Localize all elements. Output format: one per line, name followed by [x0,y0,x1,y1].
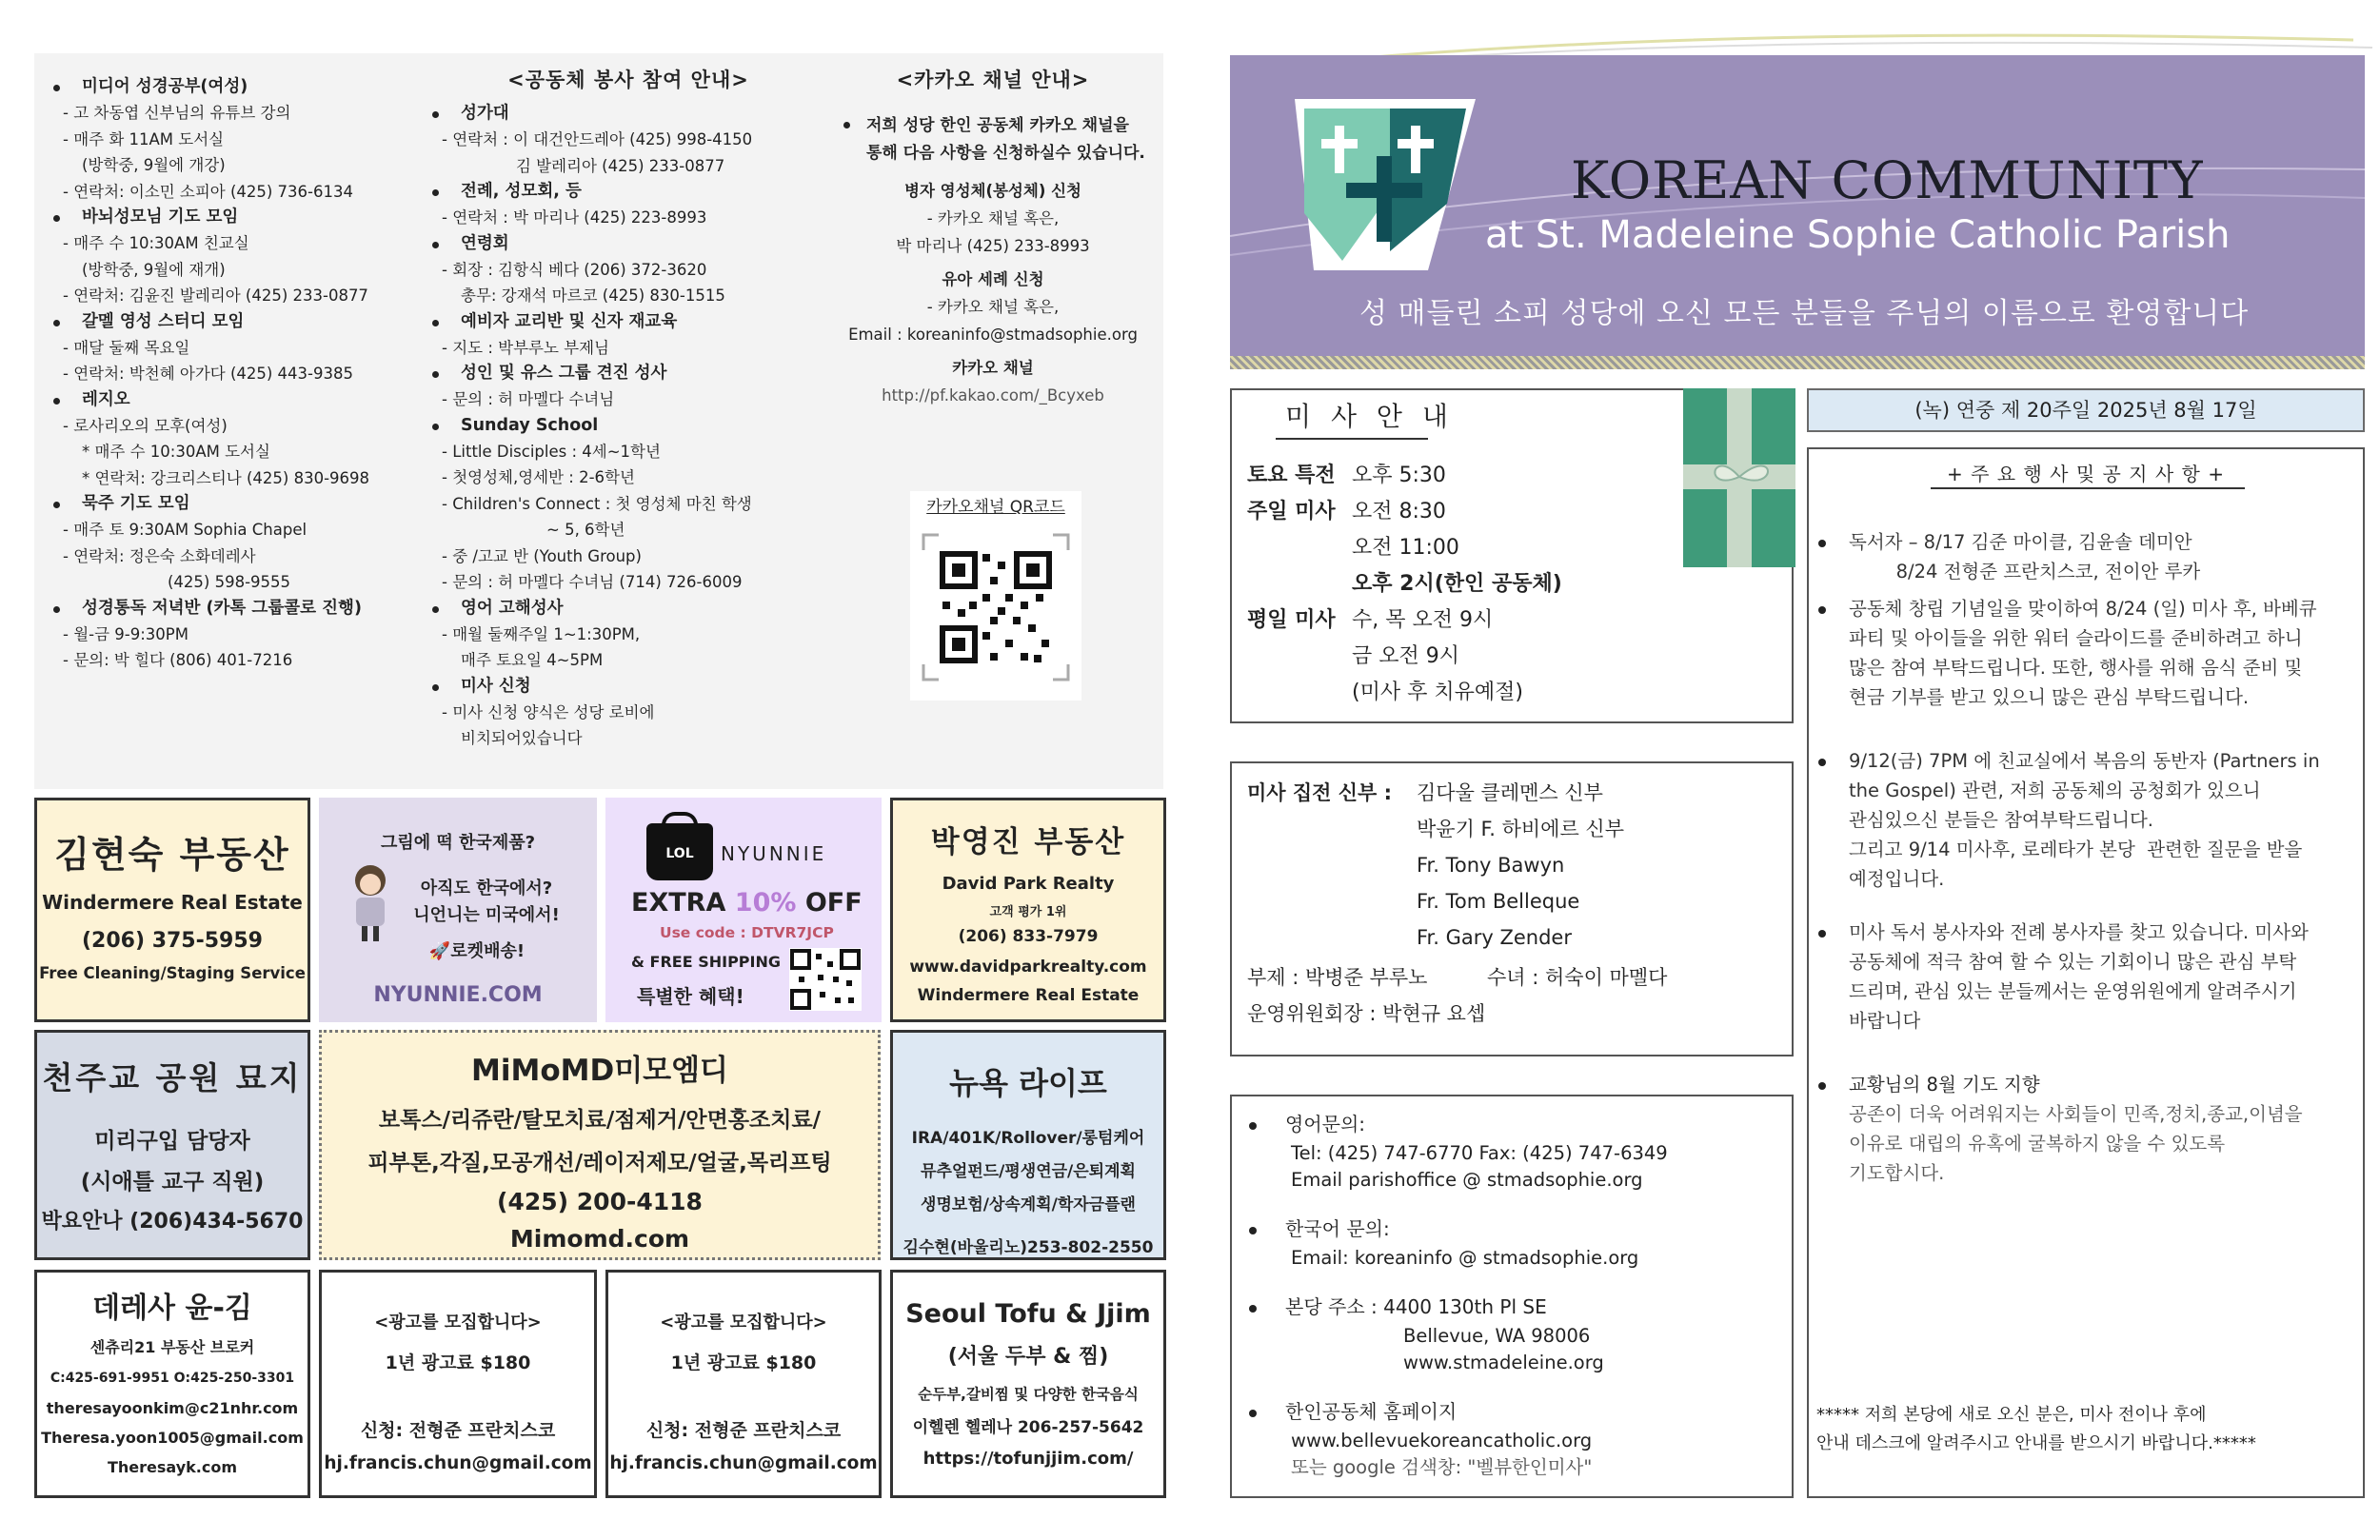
mass-row-time: 오전 8:30 [1352,500,1446,523]
notice-line: 그리고 9/14 미사후, 로레타가 본당 관련한 질문을 받을 [1849,839,2303,860]
service-column [415,53,834,752]
notice-line: 이유로 대립의 유혹에 굴복하지 않을 수 있도록 [1849,1133,2226,1155]
notice-line: the Gospel) 관련, 저희 공동체의 공청회가 있으니 [1849,780,2261,801]
info-line: - 매주 화 11AM 도서실 [63,129,225,148]
cross-heart-logo-icon [1285,80,1495,289]
kakao-block [823,266,1163,348]
shopping-bag-icon: LOL [646,823,713,880]
section-heading: 갈멜 영성 스터디 모임 [44,309,425,335]
section-heading: 영어 고해성사 [423,596,834,622]
ad-teresa-realty: 데레사 윤-김 센츄리21 부동산 브로커 C:425-691-9951 O:425-250-3301 theresayoonkim@c21nhr.com Theresa.yoon1005@gmail.com Theresayk.com [34,1270,310,1498]
section-heading: 미디어 성경공부(여성) [44,74,425,100]
notice-line: 공존이 더욱 어려워지는 사회들이 민족,정치,종교,이념을 [1849,1103,2303,1125]
mass-schedule-box [1230,388,1794,723]
kakao-block-head: 병자 영성체(봉성체) 신청 [904,182,1081,200]
clergy-label: 미사 집전 신부 : [1247,781,1393,804]
contact-box [1230,1095,1794,1498]
notices-footer: ***** 저희 본당에 새로 오신 분은, 미사 전이나 후에 안내 데스크에 알려주시고 안내를 받으시기 바랍니다.***** [1816,1405,2256,1453]
ad-newyork-life: 뉴욕 라이프 IRA/401K/Rollover/롱텀케어 뮤추얼펀드/평생연금/은퇴계획 생명보험/상속계획/학자금플랜 김수현(바울리노)253-802-2550 [890,1030,1166,1260]
notice-line: 바랍니다 [1849,1010,1921,1032]
notice-line: 공동체 창립 기념일을 맞이하여 8/24 (일) 미사 후, 바베큐 [1849,598,2317,620]
mass-row-time: 오후 2시(한인 공동체) [1352,572,1562,596]
bullet-dot [1249,1305,1257,1313]
notice-line: 많은 참여 부탁드립니다. 또한, 행사를 위해 음식 준비 및 [1849,657,2303,679]
sister: 수녀 : 허숙이 마멜다 [1487,966,1668,989]
left-info-panel [34,53,1163,789]
mass-row-label: 평일 미사 [1247,608,1336,632]
deacon: 부제 : 박병준 부루노 [1247,966,1428,989]
section-heading: 성가대 [423,101,834,127]
notice-line: 예정입니다. [1849,868,1945,890]
section-heading: 미사 신청 [423,674,834,700]
section-heading: 연령회 [423,231,834,257]
priest-name: Fr. Tony Bawyn [1417,854,1565,877]
gift-ribbon-icon [1683,388,1795,567]
kakao-block-head: 유아 세례 신청 [942,270,1044,288]
info-line: - 월-금 9-9:30PM [63,624,188,643]
info-line: - 매주 수 10:30AM 친교실 [63,234,249,252]
ad-recruit-2: <광고를 모집합니다> 1년 광고료 $180 신청: 전형준 프란치스코 hj.francis.chun@gmail.com [605,1270,882,1498]
ad-nyunnie-2: LOL NYUNNIE EXTRA 10% OFF Use code : DTVR7JCP & FREE SHIPPING 특별한 혜택! [605,798,882,1022]
info-line: ~ 5, 6학년 [546,521,625,539]
notices-title: + 주 요 행 사 및 공 지 사 항 + [1947,463,2225,485]
section-heading: 전례, 성모회, 등 [423,179,834,205]
bullet-dot [1249,1122,1257,1130]
mass-row-time: 금 오전 9시 [1352,644,1459,668]
kakao-block-line: http://pf.kakao.com/_Bcyxeb [882,386,1104,405]
kakao-block-line: Email : koreaninfo@stmadsophie.org [848,326,1138,344]
ad-cemetery: 천주교 공원 묘지 미리구입 담당자 (시애틀 교구 직원) 박요안나 (206)434-5670 [34,1030,310,1260]
bullet-dot [1249,1410,1257,1417]
priest-name: Fr. Gary Zender [1417,926,1572,949]
info-line: - 지도 : 박부루노 부제님 [442,338,609,357]
kakao-block-head: 카카오 채널 [952,359,1034,377]
bullet-dot [1818,930,1826,938]
contact-line: Tel: (425) 747-6770 Fax: (425) 747-6349 [1291,1142,1668,1164]
info-line: - 미사 신청 양식은 성당 로비에 [442,702,655,721]
info-line: - 문의 : 허 마멜다 수녀님 (714) 726-6009 [442,573,743,591]
info-line: - 중 /고교 반 (Youth Group) [442,546,642,565]
info-line: - 매주 토 9:30AM Sophia Chapel [63,521,307,539]
info-line: - 연락처: 박천혜 아가다 (425) 443-9385 [63,365,353,383]
ad-kim-realty: 김현숙 부동산 Windermere Real Estate (206) 375-5959 Free Cleaning/Staging Service [34,798,310,1022]
notice-item [1849,527,2200,586]
kakao-block [823,177,1163,260]
header-banner [1230,55,2365,356]
info-line: - 회장 : 김항식 베다 (206) 372-3620 [442,260,707,279]
bullet-dot [1818,759,1826,766]
qr-code-icon [910,522,1081,693]
notice-line: 독서자 – 8/17 김준 마이클, 김윤솔 데미안 [1849,531,2192,553]
info-line: - Little Disciples : 4세~1학년 [442,442,661,461]
info-line: 매주 토요일 4~5PM [461,651,604,669]
mass-row-time: 오후 5:30 [1352,464,1446,487]
info-line: - 문의 : 허 마멜다 수녀님 [442,390,615,408]
kakao-block [823,354,1163,409]
kakao-block-line: - 카카오 채널 혹은, [926,209,1060,227]
notice-item [1849,918,2309,1036]
notice-line: 8/24 전형준 프란치스코, 전이안 루카 [1849,561,2201,582]
section-heading: 성인 및 유스 그룹 견진 성사 [423,361,834,386]
priest-name: Fr. Tom Belleque [1417,890,1580,913]
date-box: (녹) 연중 제 20주일 2025년 8월 17일 [1807,388,2365,432]
banner-subtitle: at St. Madeleine Sophie Catholic Parish [1485,213,2231,257]
info-line: - 매달 둘째 목요일 [63,338,190,357]
bullet-dot [1818,606,1826,614]
kakao-block-line: 박 마리나 (425) 233-8993 [896,237,1090,255]
contact-line: Bellevue, WA 98006 [1403,1325,1591,1347]
info-line: - 고 차동엽 신부님의 유튜브 강의 [63,104,291,122]
banner-title: KOREAN COMMUNITY [1571,150,2204,210]
contact-line: 또는 google 검색창: "벨뷰한인미사" [1291,1456,1593,1478]
info-line: (방학중, 9월에 재개) [82,260,226,279]
contact-head: 영어문의: [1285,1113,1366,1135]
notice-line: 공동체에 적극 참여 할 수 있는 기회이니 많은 관심 부탁 [1849,951,2297,973]
contact-line: www.stmadeleine.org [1403,1352,1604,1373]
nyunnie-qr-icon [789,948,862,1011]
info-line: - 연락처: 이소민 소피아 (425) 736-6134 [63,182,353,201]
banner-welcome: 성 매들린 소피 성당에 오신 모든 분들을 주님의 이름으로 환영합니다 [1359,297,2250,330]
info-line: 총무: 강재석 마르코 (425) 830-1515 [461,286,725,305]
mass-row-time: 오전 11:00 [1352,536,1459,560]
info-line: - 연락처: 정은숙 소화데레사 [63,546,256,565]
contact-line: Email: koreaninfo @ stmadsophie.org [1291,1247,1639,1269]
priest-name: 김다울 클레멘스 신부 [1417,781,1603,804]
notices-box [1807,447,2365,1498]
contact-head: 본당 주소 : 4400 130th Pl SE [1285,1295,1547,1318]
notice-line: 현금 기부를 받고 있으니 많은 관심 부탁드립니다. [1849,686,2250,708]
ad-nyunnie-1: 그림에 떡 한국제품? 아직도 한국에서? 니언니는 미국에서! 🚀로켓배송! NYUNNIE.COM [319,798,597,1022]
section-heading: 바뇌성모님 기도 모임 [44,205,425,230]
section-heading: 예비자 교리반 및 신자 재교육 [423,309,834,335]
ad-park-realty: 박영진 부동산 David Park Realty 고객 평가 1위 (206) 833-7979 www.davidparkrealty.com Windermere Real Estate [890,798,1166,1022]
section-heading: 묵주 기도 모임 [44,491,425,517]
info-line: - Children's Connect : 첫 영성체 마친 학생 [442,494,752,513]
notice-line: 교황님의 8월 기도 지향 [1849,1074,2040,1096]
contact-line: Email parishoffice @ stmadsophie.org [1291,1169,1643,1191]
banner-border-strip [1230,356,2365,369]
notice-line: 관심있으신 분들은 참여부탁드립니다. [1849,809,2153,831]
notice-item [1849,746,2320,894]
mass-title: 미 사 안 내 [1285,401,1454,432]
ad-recruit-1: <광고를 모집합니다> 1년 광고료 $180 신청: 전형준 프란치스코 hj.francis.chun@gmail.com [319,1270,597,1498]
kakao-column [823,53,1163,517]
mass-row-time: 수, 목 오전 9시 [1352,608,1494,632]
section-heading: 레지오 [44,387,425,413]
mass-row-label: 토요 특전 [1247,464,1336,487]
kakao-title: <카카오 채널 안내> [896,69,1090,91]
info-line: - 연락처 : 박 마리나 (425) 223-8993 [442,208,707,227]
notice-line: 기도합시다. [1849,1162,1945,1184]
info-line: - 연락처 : 이 대건안드레아 (425) 998-4150 [442,130,753,148]
kakao-qr-block [910,491,1081,701]
notice-line: 드리며, 관심 있는 분들께서는 운영위원에게 알려주시기 [1849,980,2297,1002]
info-line: * 매주 수 10:30AM 도서실 [82,443,270,461]
service-title: <공동체 봉사 참여 안내> [507,69,749,91]
info-line: - 로사리오의 모후(여성) [63,416,228,435]
info-line: - 첫영성체,영세반 : 2-6학년 [442,468,635,486]
bullet-dot [1249,1227,1257,1234]
kakao-intro: 저희 성당 한인 공동체 카카오 채널을 통해 다음 사항을 신청하실수 있습니다. [823,112,1163,168]
ad-mimomd: MiMoMD미모엠디 보톡스/리쥬란/탈모치료/점제거/안면홍조치료/ 피부톤,각질,모공개선/레이저제모/얼굴,목리프팅 (425) 200-4118 Mimomd.com [319,1030,881,1260]
notice-line: 파티 및 아이들을 위한 워터 슬라이드를 준비하려고 하니 [1849,627,2303,649]
notice-item [1849,1070,2303,1188]
info-line: (425) 598-9555 [168,573,291,591]
ad-seoul-tofu: Seoul Tofu & Jjim (서울 두부 & 찜) 순두부,갈비찜 및 다양한 한국음식 이헬렌 헬레나 206-257-5642 https://tofunjjim.com/ [890,1270,1166,1498]
mass-row-time: (미사 후 치유예절) [1352,681,1523,704]
info-line: - 매월 둘째주일 1~1:30PM, [442,624,641,643]
info-line: 김 발레리아 (425) 233-0877 [516,156,725,175]
notice-line: 미사 독서 봉사자와 전례 봉사자를 찾고 있습니다. 미사와 [1849,921,2309,943]
contact-head: 한국어 문의: [1285,1217,1390,1240]
girl-illustration-icon [343,859,398,945]
info-line: * 연락처: 강크리스티나 (425) 830-9698 [82,468,370,487]
mass-row-label: 주일 미사 [1247,500,1336,523]
contact-line: www.bellevuekoreancatholic.org [1291,1430,1593,1451]
bullet-dot [1818,540,1826,547]
qr-label: 카카오채널 QR코드 [926,498,1065,517]
section-heading: Sunday School [423,413,834,439]
clergy-box [1230,761,1794,1056]
info-line: - 연락처: 김윤진 발레리아 (425) 233-0877 [63,286,368,305]
notice-line: 9/12(금) 7PM 에 친교실에서 복음의 동반자 (Partners in [1849,750,2320,772]
notice-item [1849,594,2317,712]
info-line: 비치되어있습니다 [461,729,583,747]
extra-off-text: EXTRA 10% OFF [631,888,863,918]
groups-column [34,53,425,674]
bullet-dot [1818,1082,1826,1090]
kakao-block-line: - 카카오 채널 혹은, [926,298,1060,316]
priest-name: 박윤기 F. 하비에르 신부 [1417,818,1624,840]
section-heading: 성경통독 저녁반 (카톡 그룹콜로 진행) [44,596,425,622]
contact-head: 한인공동체 홈페이지 [1285,1400,1458,1423]
committee-chair: 운영위원회장 : 박현규 요셉 [1247,1002,1486,1025]
info-line: (방학중, 9월에 개강) [82,156,226,174]
info-line: - 문의: 박 힐다 (806) 401-7216 [63,651,293,669]
